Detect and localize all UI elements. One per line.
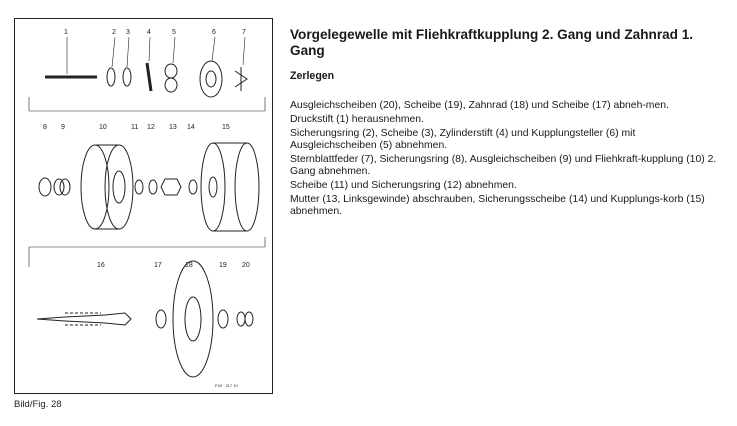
part-number: 7 xyxy=(242,29,246,36)
countershaft-part xyxy=(37,313,131,325)
part-number: 20 xyxy=(242,262,250,269)
shim-part xyxy=(54,179,64,195)
part-number: 11 xyxy=(131,124,139,131)
part-number-labels xyxy=(43,29,250,388)
part-number: 19 xyxy=(219,262,227,269)
circlip-part xyxy=(39,178,51,196)
part-number: 12 xyxy=(147,124,155,131)
part-number: 10 xyxy=(99,124,107,131)
exploded-view-drawing xyxy=(15,19,274,395)
step-paragraph: Sternblattfeder (7), Sicherungsring (8), Ausgleichscheiben (9) und Fliehkraft-kupplung (10) 2. Gang abnehmen. xyxy=(290,154,717,177)
part-number: 1 xyxy=(64,29,68,36)
first-gear-part xyxy=(173,261,213,377)
part-number: 17 xyxy=(154,262,162,269)
part-number: 4 xyxy=(147,29,151,36)
part-number: 16 xyxy=(97,262,105,269)
star-spring-part xyxy=(235,67,247,91)
part-number: 2 xyxy=(112,29,116,36)
shim-part xyxy=(165,64,177,78)
exploded-view-figure xyxy=(14,18,273,394)
part-number: 9 xyxy=(61,124,65,131)
step-paragraph: Sicherungsring (2), Scheibe (3), Zylinderstift (4) und Kupplungsteller (6) mit Ausgleichscheiben (5) abnehmen. xyxy=(290,128,636,151)
section-subheading: Zerlegen xyxy=(290,70,335,82)
part-number: 3 xyxy=(126,29,130,36)
lock-washer-part xyxy=(189,180,197,194)
circlip-part xyxy=(149,180,157,194)
cylinder-pin-part xyxy=(147,63,151,91)
disassembly-steps xyxy=(290,100,724,220)
step-paragraph: Ausgleichscheiben (20), Scheibe (19), Zahnrad (18) und Scheibe (17) abneh-men. xyxy=(290,100,669,111)
step-paragraph: Mutter (13, Linksgewinde) abschrauben, Sicherungsscheibe (14) und Kupplungs-korb (15) abnehmen. xyxy=(290,194,705,217)
part-number: 8 xyxy=(43,124,47,131)
part-number: 5 xyxy=(172,29,176,36)
section-heading: Vorgelegewelle mit Fliehkraftkupplung 2. Gang und Zahnrad 1. Gang xyxy=(290,27,694,58)
clutch-basket-part xyxy=(201,143,225,231)
nut-part xyxy=(161,179,181,195)
part-number: 14 xyxy=(187,124,195,131)
step-paragraph: Scheibe (11) und Sicherungsring (12) abnehmen. xyxy=(290,179,517,191)
circlip-part xyxy=(107,68,115,86)
part-number: 18 xyxy=(185,262,193,269)
part-number: 15 xyxy=(222,124,230,131)
clutch-plate-part xyxy=(200,61,222,97)
shim-part xyxy=(237,312,245,326)
washer-part xyxy=(218,310,228,328)
part-number: 6 xyxy=(212,29,216,36)
washer-part xyxy=(123,68,131,86)
washer-part xyxy=(156,310,166,328)
step-paragraph: Druckstift (1) herausnehmen. xyxy=(290,114,424,126)
figure-caption: Bild/Fig. 28 xyxy=(14,399,62,410)
washer-part xyxy=(135,180,143,194)
plate-code: F43 · 217 10 xyxy=(215,383,238,388)
part-number: 13 xyxy=(169,124,177,131)
